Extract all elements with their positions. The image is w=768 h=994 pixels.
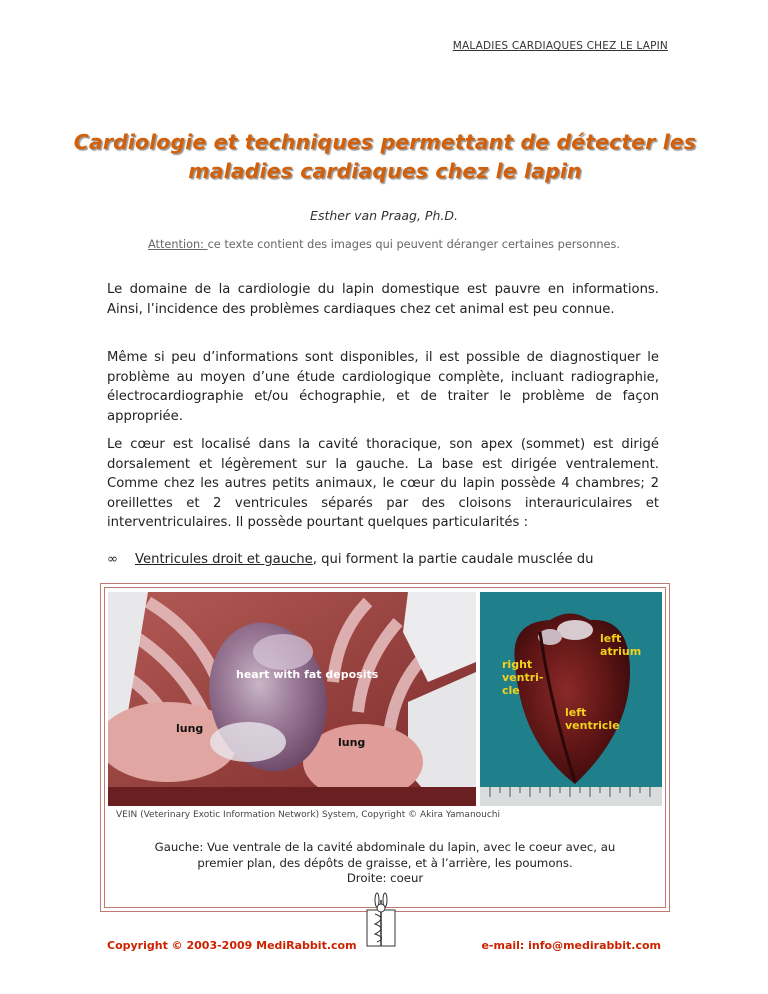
document-title: [60, 128, 710, 186]
title-line-1: Cardiologie et techniques permettant de détecter les: [73, 130, 697, 154]
caption-line-3: Droite: coeur: [346, 871, 424, 885]
bullet-underlined: Ventricules droit et gauche: [135, 552, 313, 567]
label-left-ventricle: left ventricle: [565, 706, 620, 732]
label-right-ventricle: right ventri-cle: [502, 658, 544, 697]
label-left-atrium: left atrium: [600, 632, 642, 658]
warning-text: ce texte contient des images qui peuvent déranger certaines personnes.: [207, 238, 620, 251]
photo-isolated-heart: [480, 592, 662, 806]
bullet-rest: , qui forment la partie caudale musclée du: [312, 552, 594, 567]
photo-thoracic-cavity: [108, 592, 476, 806]
running-header: MALADIES CARDIAQUES CHEZ LE LAPIN: [452, 40, 668, 52]
caption-line-1: Gauche: Vue ventrale de la cavité abdominale du lapin, avec le coeur avec, au: [154, 840, 616, 854]
footer-email: e-mail: info@medirabbit.com: [481, 939, 661, 952]
warning-label: Attention:: [148, 238, 208, 251]
bullet-symbol: ∞: [107, 552, 118, 567]
photo-credit: VEIN (Veterinary Exotic Information Network) System, Copyright © Akira Yamanouchi: [116, 810, 501, 820]
paragraph-1: Le domaine de la cardiologie du lapin domestique est pauvre en informations. Ainsi, l’incidence des problèmes cardiaques chez cet animal est peu connue.: [107, 282, 659, 317]
label-lung-left: lung: [176, 722, 204, 735]
author-name: Esther van Praag, Ph.D.: [310, 208, 458, 223]
bullet-text: [135, 550, 659, 570]
footer-copyright: Copyright © 2003-2009 MediRabbit.com: [107, 939, 357, 952]
content-warning: [0, 238, 768, 251]
figure-caption: [120, 840, 650, 887]
paragraph-3: Le cœur est localisé dans la cavité thoracique, son apex (sommet) est dirigé dorsalement et légèrement sur la gauche. La base est dirigée ventralement. Comme chez les autres petits animaux, le cœur du lapin possède 4 chambres; 2 oreillettes et 2 ventricules séparés par des cloisons interauriculaires et interventriculaires. Il possède pourtant quelques particularités :: [107, 437, 659, 530]
photo-isolated-heart-image: [480, 592, 662, 806]
label-heart: heart with fat deposits: [236, 668, 379, 681]
medirabbit-logo: [361, 892, 401, 950]
caption-line-2: premier plan, des dépôts de graisse, et à l’arrière, les poumons.: [197, 855, 573, 870]
rabbit-caduceus-icon: [361, 892, 401, 950]
paragraph-2: Même si peu d’informations sont disponibles, il est possible de diagnostiquer le problème au moyen d’une étude cardiologique complète, incluant radiographie, électrocardiographie et/ou échographie, et de traiter le problème de façon appropriée.: [107, 350, 659, 424]
photo-thoracic-cavity-image: [108, 592, 476, 806]
label-lung-right: lung: [338, 736, 366, 749]
title-line-2: maladies cardiaques chez le lapin: [188, 159, 582, 183]
